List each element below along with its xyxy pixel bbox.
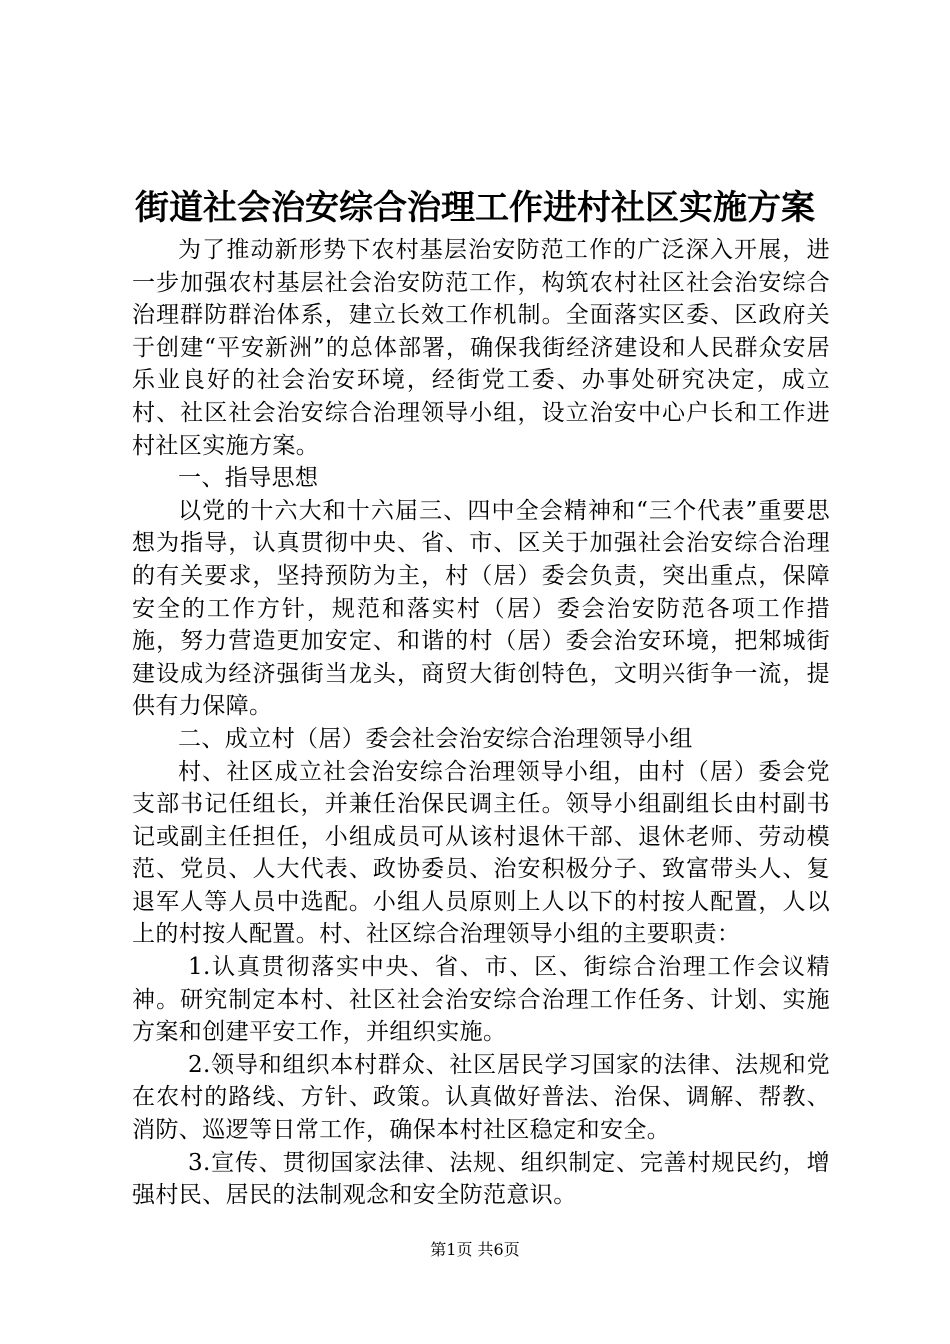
intro-paragraph: 为了推动新形势下农村基层治安防范工作的广泛深入开展，进一步加强农村基层社会治安防范工作，构筑农村社区社会治安综合治理群防群治体系，建立长效工作机制。全面落实区委、区政府关于创建“平安新洲”的总体部署，确保我街经济建设和人民群众安居乐业良好的社会治安环境，经街党工委、办事处研究决定，成立村、社区社会治安综合治理领导小组，设立治安中心户长和工作进村社区实施方案。 [132, 237, 830, 459]
section-heading-guiding-ideology: 一、指导思想 [178, 465, 319, 492]
guiding-ideology-paragraph: 以党的十六大和十六届三、四中全会精神和“三个代表”重要思想为指导，认真贯彻中央、省、市、区关于加强社会治安综合治理的有关要求，坚持预防为主，村（居）委会负责，突出重点，保障安全的工作方针，规范和落实村（居）委会治安防范各项工作措施，努力营造更加安定、和谐的村（居）委会治安环境，把邾城街建设成为经济强街当龙头，商贸大街创特色，文明兴街争一流，提供有力保障。 [132, 497, 830, 720]
duty-item-3: 3.宣传、贯彻国家法律、法规、组织制定、完善村规民约，增强村民、居民的法制观念和安全防范意识。 [132, 1149, 830, 1209]
leading-group-paragraph: 村、社区成立社会治安综合治理领导小组，由村（居）委会党支部书记任组长，并兼任治保民调主任。领导小组副组长由村副书记或副主任担任，小组成员可从该村退休干部、退休老师、劳动模范、党员、人大代表、政协委员、治安积极分子、致富带头人、复退军人等人员中选配。小组人员原则上人以下的村按人配置，人以上的村按人配置。村、社区综合治理领导小组的主要职责： [132, 758, 830, 948]
document-title: 街道社会治安综合治理工作进村社区实施方案 [135, 188, 815, 228]
section-heading-leading-group: 二、成立村（居）委会社会治安综合治理领导小组 [178, 725, 693, 752]
duty-item-1: 1.认真贯彻落实中央、省、市、区、街综合治理工作会议精神。研究制定本村、社区社会治安综合治理工作任务、计划、实施方案和创建平安工作，并组织实施。 [132, 954, 830, 1046]
document-body [132, 234, 830, 1212]
duty-item-2: 2.领导和组织本村群众、社区居民学习国家的法律、法规和党在农村的路线、方针、政策。认真做好普法、治保、调解、帮教、消防、巡逻等日常工作，确保本村社区稳定和安全。 [132, 1051, 830, 1144]
page-footer: 第1页 共6页 [430, 1240, 520, 1259]
